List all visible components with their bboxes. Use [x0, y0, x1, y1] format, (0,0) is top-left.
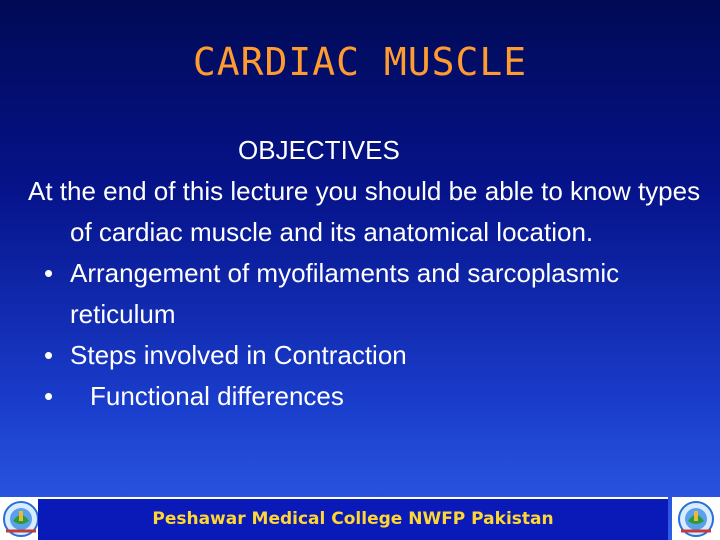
objectives-heading: OBJECTIVES	[238, 135, 400, 165]
bullet-marker: •	[44, 258, 54, 288]
bullet-text: Steps involved in Contraction	[70, 340, 407, 370]
college-crest-icon	[0, 497, 42, 540]
slide-title: CARDIAC MUSCLE	[192, 40, 528, 84]
bullet-text: Arrangement of myofilaments and sarcoplasmic reticulum	[70, 258, 620, 329]
footer-bar	[38, 497, 668, 540]
intro-paragraph: At the end of this lecture you should be able to know types of cardiac muscle and its anatomical location.	[28, 176, 701, 247]
bullet-item	[28, 253, 708, 335]
bullet-text: Functional differences	[90, 381, 344, 411]
college-crest-icon	[672, 497, 720, 540]
footer-text: Peshawar Medical College NWFP Pakistan	[152, 509, 554, 529]
bullet-item	[28, 376, 708, 417]
slide-body	[28, 130, 708, 417]
bullet-marker: •	[44, 381, 54, 411]
bullet-marker: •	[44, 340, 54, 370]
bullet-item	[28, 335, 708, 376]
